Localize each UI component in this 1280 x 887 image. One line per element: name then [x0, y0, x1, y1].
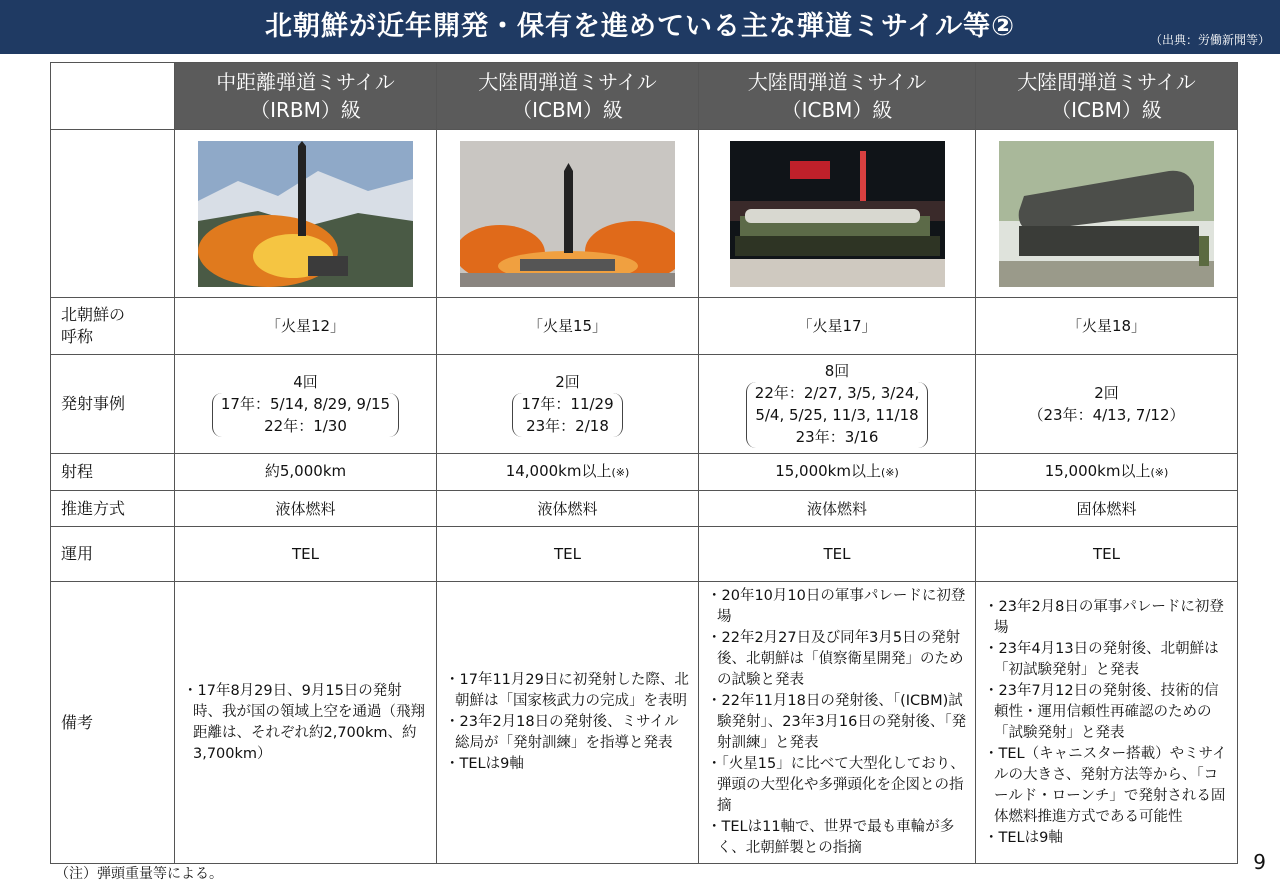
image-row-label — [51, 130, 175, 298]
launch-dates: 17年：11/29 23年：2/18 — [512, 393, 622, 437]
row-label-notes: 備考 — [51, 582, 175, 864]
propulsion-cell: 液体燃料 — [175, 491, 437, 527]
propulsion-cell: 液体燃料 — [437, 491, 699, 527]
title-bar — [0, 0, 1280, 54]
hwasong12-photo — [198, 141, 413, 287]
note-item: ・23年7月12日の発射後、技術的信頼性・運用信頼性再確認のための「試験発射」と発表 — [984, 682, 1219, 741]
row-label-range: 射程 — [51, 454, 175, 491]
operation-cell: TEL — [976, 527, 1238, 582]
name-row — [51, 298, 1238, 355]
notes-cell — [699, 582, 976, 864]
corner-cell — [51, 63, 175, 130]
range-cell: 15,000km以上(※) — [699, 454, 976, 491]
propulsion-cell: 固体燃料 — [976, 491, 1238, 527]
launch-dates: 22年：2/27, 3/5, 3/24, 5/4, 5/25, 11/3, 11/18 23年：3/16 — [746, 382, 928, 448]
note-item: ・17年11月29日に初発射した際、北朝鮮は「国家核武力の完成」を表明 — [445, 672, 689, 709]
notes-cell — [437, 582, 699, 864]
note-item: ・TEL（キャニスター搭載）やミサイルの大きさ、発射方法等から、「コールド・ローンチ」で発射される固体燃料推進方式である可能性 — [984, 745, 1227, 825]
notes-cell — [976, 582, 1238, 864]
launch-dates: （23年：4/13, 7/12） — [1028, 406, 1185, 424]
note-item: ・23年2月8日の軍事パレードに初登場 — [984, 598, 1224, 636]
column-header-4: 大陸間弾道ミサイル （ICBM）級 — [976, 63, 1238, 130]
range-row — [51, 454, 1238, 491]
footnote: （注）弾頭重量等による。 — [55, 866, 223, 882]
note-item: ・「火星15」に比べて大型化しており、弾頭の大型化や多弾頭化を企図との指摘 — [707, 756, 965, 814]
operation-cell: TEL — [437, 527, 699, 582]
launch-count: 2回 — [1094, 384, 1119, 402]
note-item: ・TELは11軸で、世界で最も車輪が多く、北朝鮮製との指摘 — [707, 819, 955, 856]
note-item: ・20年10月10日の軍事パレードに初登場 — [707, 588, 966, 625]
propulsion-cell: 液体燃料 — [699, 491, 976, 527]
range-cell: 約5,000km — [175, 454, 437, 491]
operation-row — [51, 527, 1238, 582]
launch-count: 4回 — [293, 373, 318, 391]
header-row — [51, 63, 1238, 130]
column-header-1: 中距離弾道ミサイル （IRBM）級 — [175, 63, 437, 130]
page-title: 北朝鮮が近年開発・保有を進めている主な弾道ミサイル等② — [265, 11, 1015, 42]
note-item: ・TELは9軸 — [984, 829, 1063, 846]
operation-cell: TEL — [175, 527, 437, 582]
name-cell: 「火星12」 — [175, 298, 437, 355]
source-note: （出典：労働新聞等） — [1149, 33, 1270, 47]
range-cell: 14,000km以上(※) — [437, 454, 699, 491]
hwasong18-photo — [999, 141, 1214, 287]
note-item: ・22年11月18日の発射後、「(ICBM)試験発射」、23年3月16日の発射後、「発射訓練」と発表 — [707, 693, 967, 751]
note-item: ・TELは9軸 — [445, 756, 524, 772]
launch-dates: 17年：5/14, 8/29, 9/15 22年：1/30 — [212, 393, 399, 437]
column-header-2: 大陸間弾道ミサイル （ICBM）級 — [437, 63, 699, 130]
hwasong15-photo — [460, 141, 675, 287]
missile-table — [50, 62, 1238, 864]
range-cell: 15,000km以上(※) — [976, 454, 1238, 491]
launch-row — [51, 355, 1238, 454]
note-item: ・17年8月29日、9月15日の発射時、我が国の領域上空を通過（飛翔距離は、それぞれ約2,700km、約3,700km） — [183, 682, 425, 762]
propulsion-row — [51, 491, 1238, 527]
name-cell: 「火星18」 — [976, 298, 1238, 355]
name-cell: 「火星17」 — [699, 298, 976, 355]
notes-cell — [175, 582, 437, 864]
launch-count: 8回 — [824, 362, 850, 380]
image-row — [51, 130, 1238, 298]
note-item: ・23年4月13日の発射後、北朝鮮は「初試験発射」と発表 — [984, 640, 1219, 678]
note-item: ・23年2月18日の発射後、ミサイル総局が「発射訓練」を指導と発表 — [445, 714, 679, 751]
column-header-3: 大陸間弾道ミサイル （ICBM）級 — [699, 63, 976, 130]
name-cell: 「火星15」 — [437, 298, 699, 355]
row-label-launches: 発射事例 — [51, 355, 175, 454]
note-item: ・22年2月27日及び同年3月5日の発射後、北朝鮮は「偵察衛星開発」のための試験と発表 — [707, 630, 964, 688]
page-number: 9 — [1253, 850, 1266, 874]
row-label-operation: 運用 — [51, 527, 175, 582]
hwasong17-photo — [730, 141, 945, 287]
row-label-name: 北朝鮮の 呼称 — [51, 298, 175, 355]
row-label-propulsion: 推進方式 — [51, 491, 175, 527]
operation-cell: TEL — [699, 527, 976, 582]
notes-row — [51, 582, 1238, 864]
launch-count: 2回 — [555, 373, 580, 391]
